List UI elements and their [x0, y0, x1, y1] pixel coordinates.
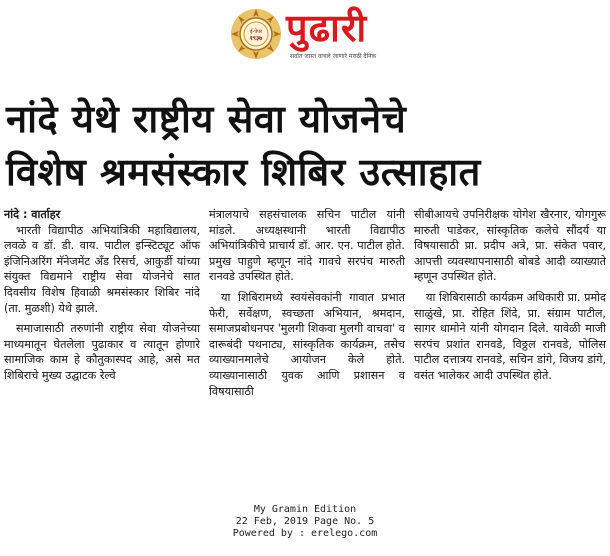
svg-text:ई-पेपर: ई-पेपर — [250, 29, 262, 35]
edition-name: My Gramin Edition — [253, 504, 357, 515]
article-column-1 — [4, 207, 200, 384]
paragraph: सीबीआयचे उपनिरीक्षक योगेश खैरनार, योगगुरू मारुती पाडेकर, सांस्कृतिक कलेचे सौंदर्य या विषयासाठी प्रा. प्रदीप अत्रे, प्रा. संकेत पवार, आपत्ती व्यवस्थापनासाठी बोबडे आदी व्याख्याते म्हणून उपस्थित होते. — [414, 208, 606, 284]
edition-footer — [0, 504, 610, 540]
newspaper-logo: पुढारी — [286, 6, 368, 50]
sun-emblem-icon — [230, 8, 282, 60]
headline-line-2: विशेष श्रमसंस्कार शिबिर उत्साहात — [6, 150, 481, 194]
article-column-3 — [414, 207, 606, 384]
svg-text:१९३७: १९३७ — [249, 35, 263, 42]
powered-by-link[interactable]: Powered by : erelego.com — [232, 528, 378, 539]
paragraph: या शिबिरामध्ये स्वयंसेवकांनी गावात प्रभात फेरी, सर्वेक्षण, स्वच्छता अभियान, श्रमदान, समाजप्रबोधनपर 'मुलगी शिकवा मुलगी वाचवा' व दारूबंदी पथनाट्य, सांस्कृतिक कार्यक्रम, तसेच व्याख्यानमालेचे आयोजन केले होते. व्याख्यानासाठी युवक आणि प्रशासन व विषयासाठी — [209, 290, 405, 398]
paragraph: या शिबिरासाठी कार्यक्रम अधिकारी प्रा. प्रमोद साळुंखे, प्रा. रोहित शिंदे, प्रा. संग्राम पाटील, सागर धामोने यांनी योगदान दिले. यावेळी माजी सरपंच प्रशांत रानवडे, विठ्ठल रानवडे, पोलिस पाटील दत्तात्रय रानवडे, सचिन डांगे, विजय डांगे, वसंत भालेकर आदी उपस्थित होते. — [414, 290, 606, 382]
masthead — [0, 0, 610, 78]
article-body — [4, 207, 604, 492]
dateline: नांदे : वार्ताहर — [4, 208, 61, 221]
paragraph: भारती विद्यापीठ अभियांत्रिकी महाविद्यालय, लवळे व डॉ. डी. वाय. पाटील इन्स्टिट्यूट ऑफ इंजिनिअरिंग मॅनेजमेंट अँड रिसर्च, आकुर्डी यांच्या संयुक्त विद्यमाने राष्ट्रीय सेवा योजनेचे सात दिवसीय विशेष हिवाळी श्रमसंस्कार शिबिर नांदे (ता. मुळशी) येथे झाले. — [4, 223, 200, 315]
paragraph: मंत्रालयाचे सहसंचालक सचिन पाटील यांनी मांडले. अध्यक्षस्थानी भारती विद्यापीठ अभियांत्रिकीचे प्राचार्य डॉ. आर. एन. पाटील होते. प्रमुख पाहुणे म्हणून नांदे गावचे सरपंच मारुती रानवडे उपस्थित होते. — [209, 208, 405, 284]
masthead-tagline: सर्वात जास्त वाचले जाणारे मराठी दैनिक — [290, 53, 377, 60]
headline-line-1: नांदे येथे राष्ट्रीय सेवा योजनेचे — [6, 97, 407, 141]
article-column-2 — [209, 207, 405, 399]
edition-date-page: 22 Feb, 2019 Page No. 5 — [235, 516, 375, 527]
paragraph: समाजासाठी तरुणांनी राष्ट्रीय सेवा योजनेच्या माध्यमातून घेतलेला पुढाकार व त्यातून होणारे सामाजिक काम हे कौतुकास्पद आहे, असे मत शिबिराचे मुख्य उद्घाटक रेल्वे — [4, 322, 200, 382]
